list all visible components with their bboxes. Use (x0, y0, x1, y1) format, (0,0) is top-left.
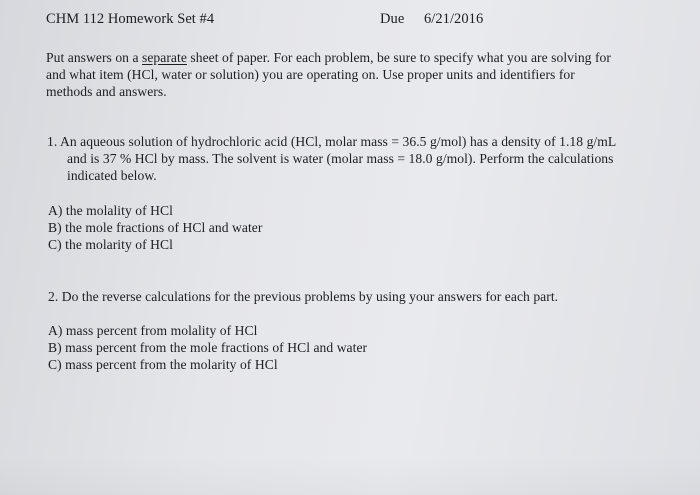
due-date: 6/21/2016 (424, 11, 484, 27)
problem-1-line-3: indicated below. (67, 168, 157, 183)
problem-1-part-a: A) the molality of HCl (48, 203, 173, 218)
problem-2-line-1: 2. Do the reverse calculations for the previous problems by using your answers for each part. (48, 289, 559, 304)
due-label: Due (380, 11, 405, 27)
paper-shadow (0, 455, 700, 495)
instructions-line-1-end: sheet of paper. For each problem, be sure to specify what you are solving for (186, 50, 611, 65)
instructions-line-1 (46, 49, 611, 66)
problem-2-part-b: B) mass percent from the mole fractions of HCl and water (48, 340, 368, 355)
problem-1-line-2: and is 37 % HCl by mass. The solvent is water (molar mass = 18.0 g/mol). Perform the calculations (67, 151, 614, 166)
problem-1-part-c: C) the molarity of HCl (48, 237, 173, 252)
problem-2-part-c: C) mass percent from the molarity of HCl (48, 357, 278, 372)
problem-2-part-a: A) mass percent from molality of HCl (48, 323, 258, 338)
problem-1-part-b: B) the mole fractions of HCl and water (48, 220, 263, 235)
instructions-line-1-start: Put answers on a (46, 50, 142, 65)
instructions-underlined-word: separate (142, 50, 187, 65)
homework-title: CHM 112 Homework Set #4 (46, 11, 215, 27)
instructions-line-3: methods and answers. (46, 84, 167, 99)
problem-1-line-1: 1. An aqueous solution of hydrochloric acid (HCl, molar mass = 36.5 g/mol) has a density of 1.18 g/mL (47, 134, 617, 149)
instructions-line-2: and what item (HCl, water or solution) you are operating on. Use proper units and identifiers for (46, 67, 575, 82)
